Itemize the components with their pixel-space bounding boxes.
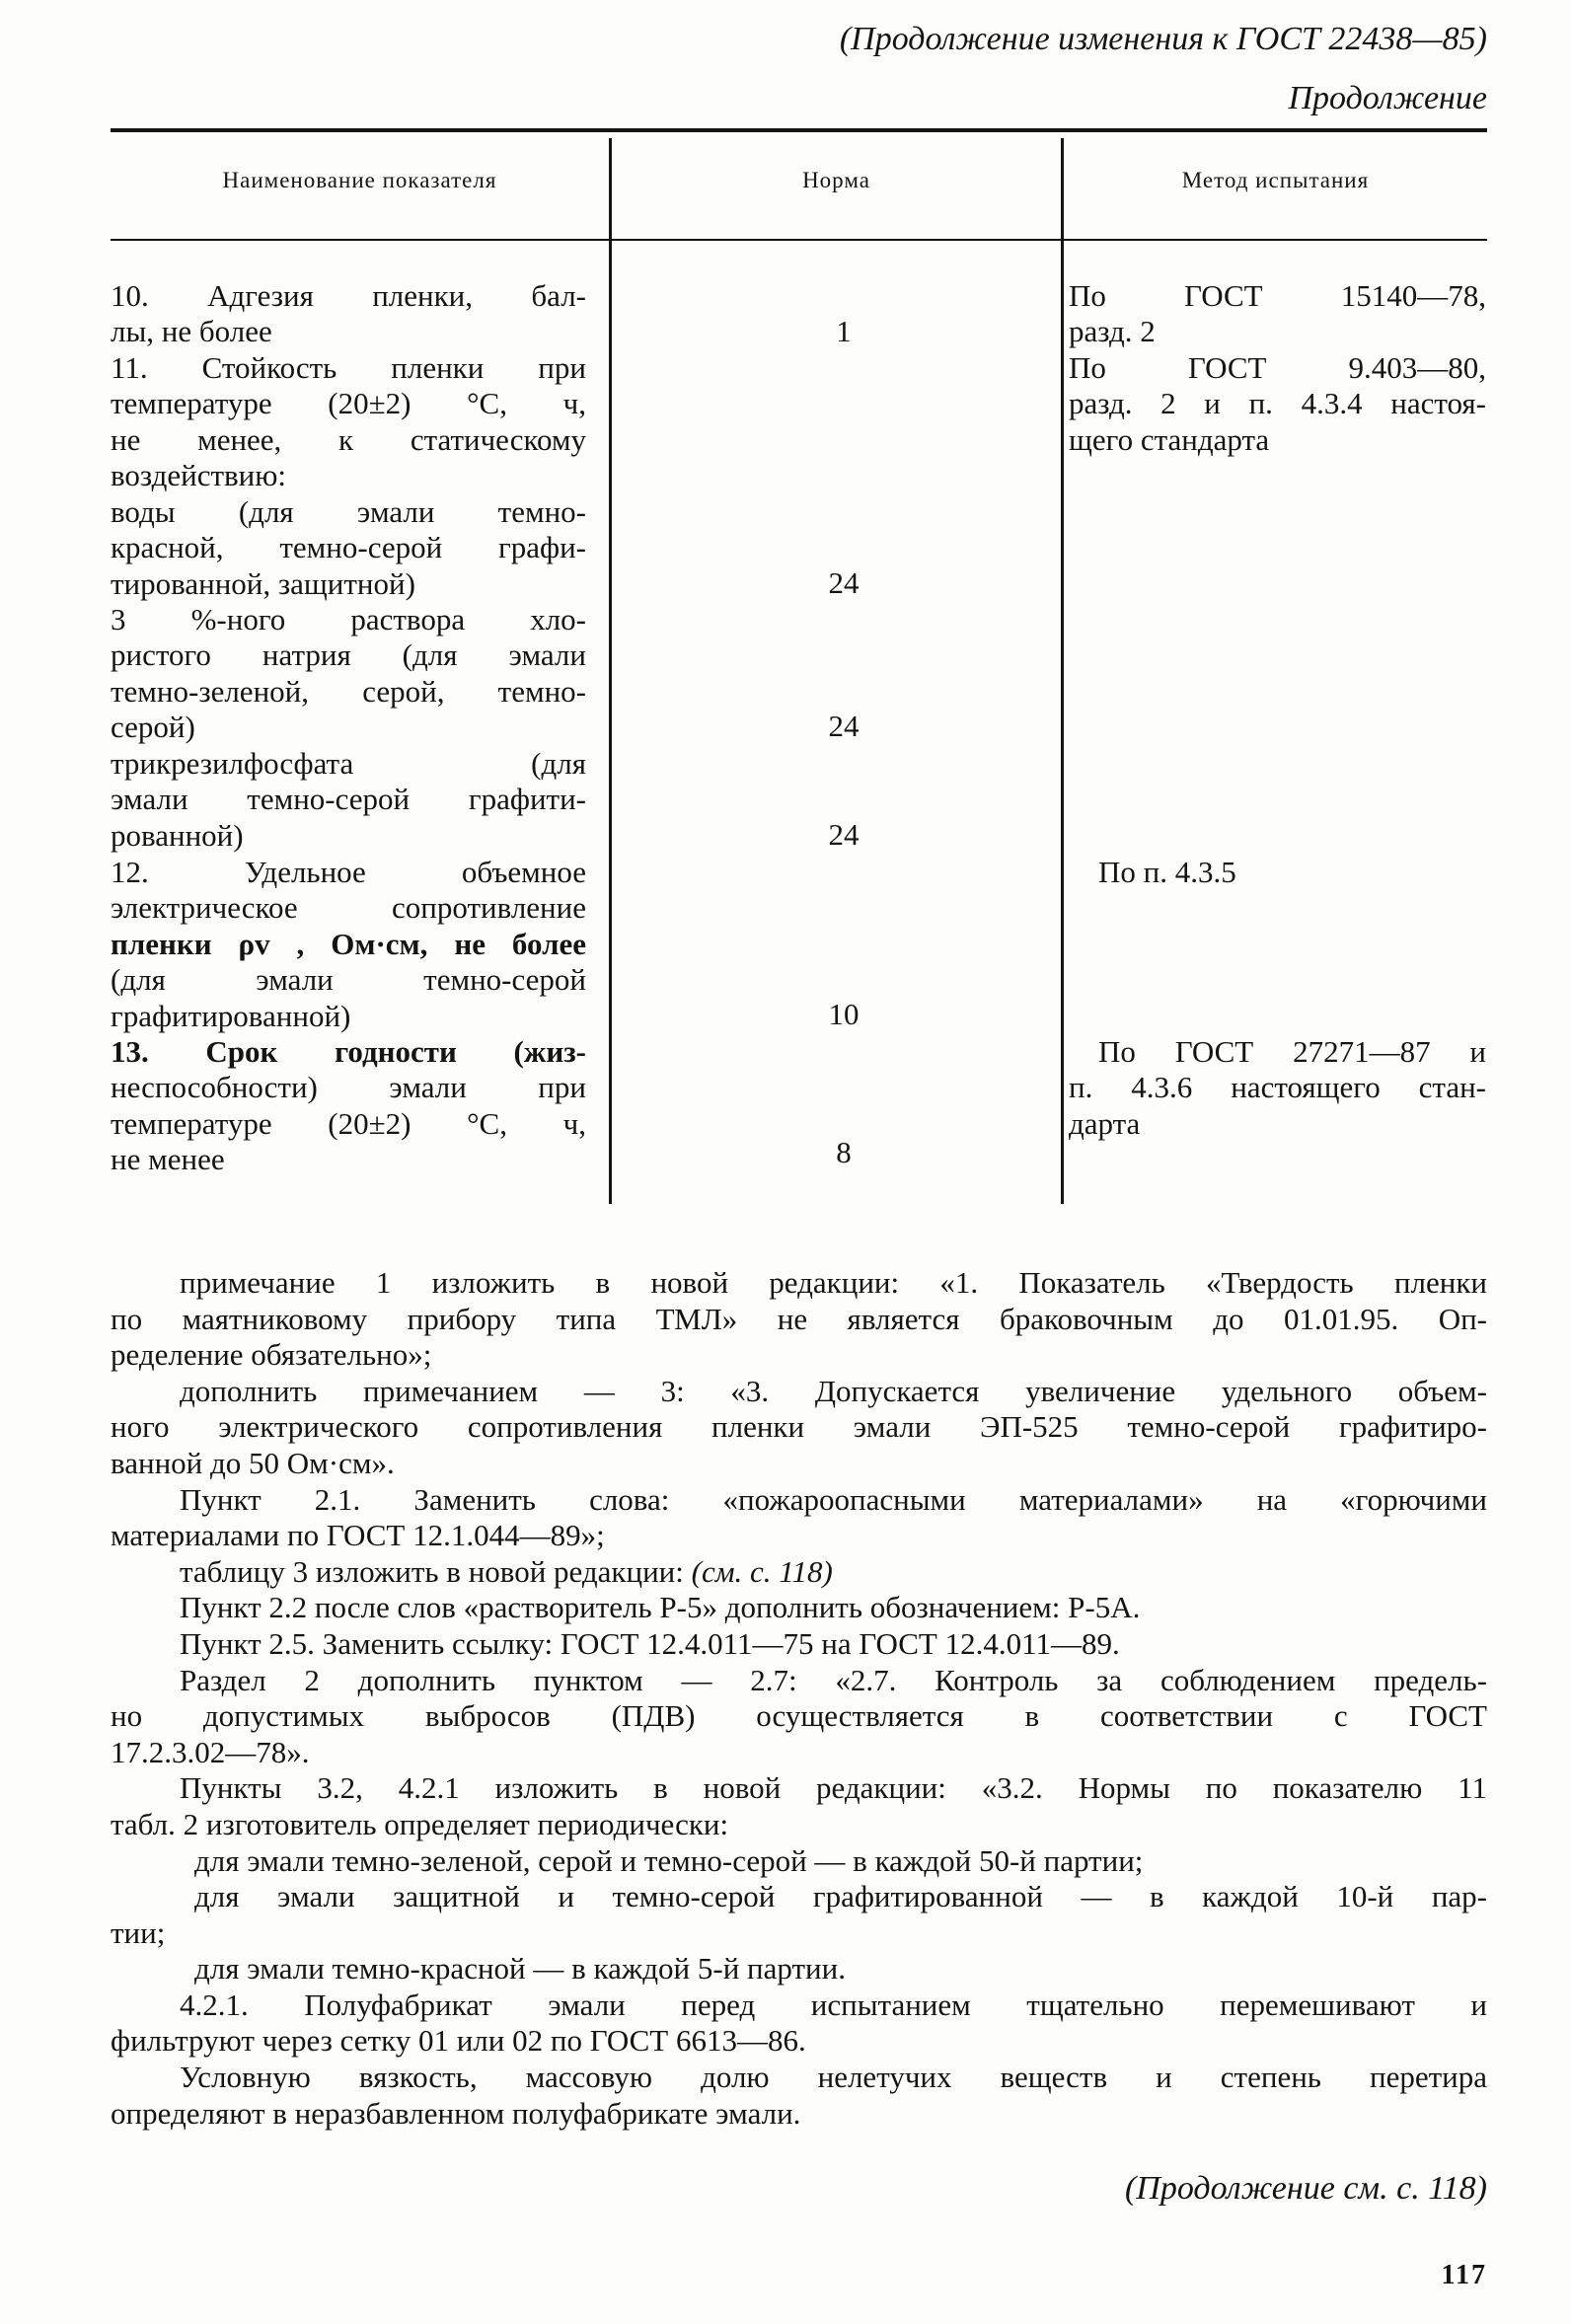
table-top-rule	[111, 128, 1487, 132]
table-row-12-name: 12. Удельное объемное электрическое сопротивление пленки ρv , Ом·см, не более (для эмали темно-серой графитированной)	[111, 855, 586, 1033]
paragraph-table-3: таблицу 3 изложить в новой редакции: (см. с. 118)	[180, 1553, 833, 1589]
table-row-10-name: 10. Адгезия пленки, бал- лы, не более	[111, 278, 586, 349]
table-row-11-tcp-name: трикрезилфосфата (для эмали темно-серой графити- рованной)	[111, 746, 586, 853]
table-header-rule	[111, 239, 1487, 241]
table-row-10-norm: 1	[836, 314, 852, 348]
table-col-divider-1	[609, 138, 612, 1204]
paragraph-batch-5: для эмали темно-красной — в каждой 5-й партии.	[194, 1951, 846, 1987]
paragraph-note-3: дополнить примечанием — 3: «3. Допускается увеличение удельного объем- ного электрического сопротивления пленки эмали ЭП-525 темно-серой графитиро- ванной до 50 Ом·см».	[111, 1373, 1487, 1480]
table-row-12-norm: 10	[828, 997, 860, 1031]
column-header-name: Наименование показателя	[222, 168, 497, 192]
continuation-label: Продолжение	[1288, 80, 1487, 116]
table-row-13-method: По ГОСТ 27271—87 и п. 4.3.6 настоящего стан- дарта	[1069, 1034, 1486, 1141]
table-row-11-tcp-norm: 24	[828, 817, 860, 852]
table-row-12-method: По п. 4.3.5	[1098, 855, 1236, 889]
table-row-11-nacl-norm: 24	[828, 709, 860, 743]
page-number: 117	[1441, 2260, 1487, 2290]
paragraph-viscosity: Условную вязкость, массовую долю нелетучих веществ и степень перетира определяют в неразбавленном полуфабрикате эмали.	[111, 2060, 1487, 2131]
paragraph-section-2-7: Раздел 2 дополнить пунктом — 2.7: «2.7. Контроль за соблюдением предель- но допустимых выбросов (ПДВ) осуществляется в соответствии с ГОСТ 17.2.3.02—78».	[111, 1662, 1487, 1769]
column-header-method: Метод испытания	[1181, 168, 1370, 192]
paragraph-note-1: примечание 1 изложить в новой редакции: «1. Показатель «Твердость пленки по маятниковому прибору типа ТМЛ» не является браковочным до 01.01.95. Оп- ределение обязательно»;	[111, 1265, 1487, 1373]
table-row-13-norm: 8	[836, 1135, 852, 1169]
table-row-10-method: По ГОСТ 15140—78, разд. 2	[1069, 278, 1486, 349]
paragraph-batch-50: для эмали темно-зеленой, серой и темно-серой — в каждой 50-й партии;	[194, 1842, 1144, 1878]
table-row-11-name: 11. Стойкость пленки при температуре (20±2) °С, ч, не менее, к статическому воздействию:	[111, 350, 586, 493]
paragraph-clause-3-2: Пункты 3.2, 4.2.1 изложить в новой редакции: «3.2. Нормы по показателю 11 табл. 2 изготовитель определяет периодически:	[111, 1770, 1487, 1841]
table-row-11-method: По ГОСТ 9.403—80, разд. 2 и п. 4.3.4 настоя- щего стандарта	[1069, 350, 1486, 457]
table-row-13-name: 13. Срок годности (жиз- неспособности) эмали при температуре (20±2) °С, ч, не менее	[111, 1034, 586, 1177]
table-row-11-water-name: воды (для эмали темно- красной, темно-серой графи- тированной, защитной)	[111, 494, 586, 601]
cross-reference: (см. с. 118)	[691, 1553, 833, 1589]
paragraph-clause-2-2: Пункт 2.2 после слов «растворитель Р-5» дополнить обозначением: Р-5А.	[180, 1590, 1141, 1625]
paragraph-clause-2-1: Пункт 2.1. Заменить слова: «пожароопасными материалами» на «горючими материалами по ГОСТ 12.1.044—89»;	[111, 1481, 1487, 1553]
table-row-11-nacl-name: 3 %-ного раствора хло- ристого натрия (для эмали темно-зеленой, серой, темно- серой)	[111, 602, 586, 745]
table-col-divider-2	[1061, 138, 1064, 1204]
continuation-footer: (Продолжение см. с. 118)	[1124, 2170, 1487, 2207]
column-header-norm: Норма	[802, 168, 870, 192]
table-row-11-water-norm: 24	[828, 565, 860, 600]
paragraph-clause-2-5: Пункт 2.5. Заменить ссылку: ГОСТ 12.4.011—75 на ГОСТ 12.4.011—89.	[180, 1625, 1120, 1661]
paragraph-batch-10: для эмали защитной и темно-серой графитированной — в каждой 10-й пар- тии;	[111, 1879, 1487, 1950]
paragraph-clause-4-2-1: 4.2.1. Полуфабрикат эмали перед испытанием тщательно перемешивают и фильтруют через сетку 01 или 02 по ГОСТ 6613—86.	[111, 1987, 1487, 2059]
amendment-body	[111, 1265, 1487, 2132]
continuation-title: (Продолжение изменения к ГОСТ 22438—85)	[839, 21, 1487, 57]
